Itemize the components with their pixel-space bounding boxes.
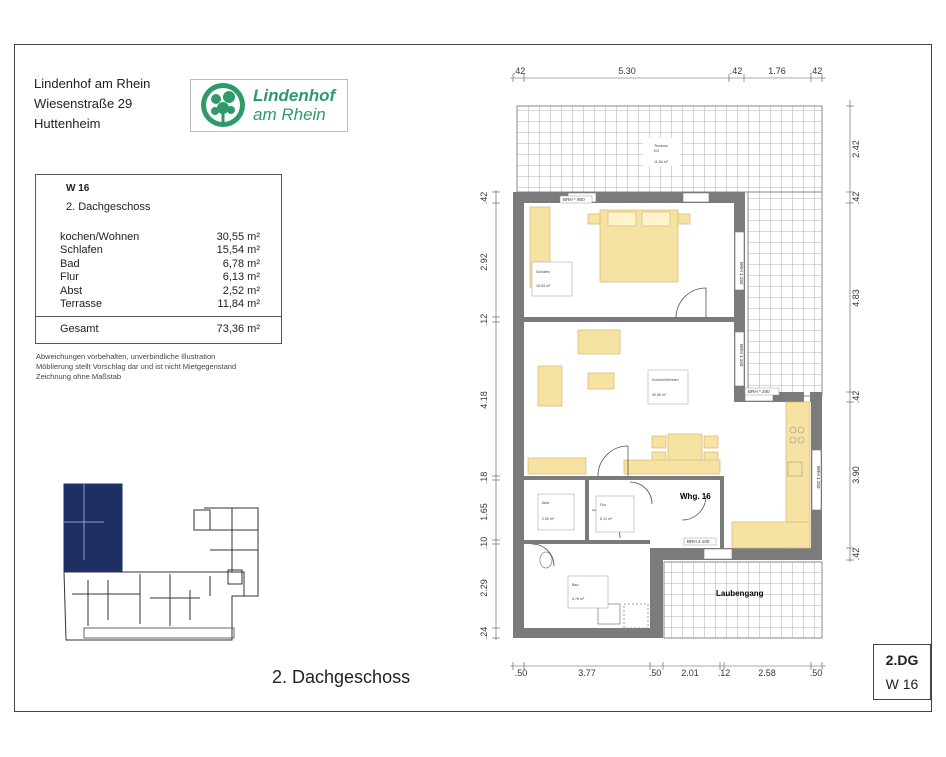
dim-bottom: 2.58 xyxy=(758,668,776,678)
disclaimer-line: Abweichungen vorbehalten, unverbindliche Illustration xyxy=(36,352,216,361)
floor-label: 2. Dachgeschoss xyxy=(272,667,411,687)
logo-line-2: am Rhein xyxy=(253,105,326,124)
brh-label: BRH * 900 xyxy=(563,197,585,202)
room-label-schlafen: Schlafen xyxy=(536,270,550,274)
unit-floor: 2. Dachgeschoss xyxy=(66,201,151,213)
room-label-box xyxy=(532,262,572,296)
room-label-wohnen: Kochen/Wohnen xyxy=(652,378,679,382)
room-label-flur: Flur xyxy=(600,503,607,507)
corner-tag-floor: 2.DG xyxy=(885,652,919,668)
dim-top: .42 xyxy=(809,66,823,76)
corner-tag-unit: W 16 xyxy=(885,676,919,692)
room-label-box xyxy=(568,576,608,608)
room-label-box xyxy=(596,496,634,532)
corridor-label: Laubengang xyxy=(716,589,764,598)
window xyxy=(683,193,709,202)
room-name: Flur xyxy=(60,271,79,284)
dim-right: 4.83 xyxy=(851,289,861,307)
room-label-detail: 6,13 m² xyxy=(600,517,613,521)
room-label-detail: 6,78 m² xyxy=(572,597,585,601)
brh-label: BRH 1.150 xyxy=(739,262,744,285)
unit-id: W 16 xyxy=(66,183,90,194)
total-area: 73,36 m² xyxy=(216,323,260,335)
dim-bottom: .12 xyxy=(717,668,731,678)
dim-left: 2.29 xyxy=(479,579,489,597)
brh-label: BRH 2.100 xyxy=(687,539,710,544)
dim-right: .42 xyxy=(851,547,861,561)
room-area: 6,13 m² xyxy=(222,271,260,284)
dim-bottom: 3.77 xyxy=(578,668,596,678)
dim-top: .42 xyxy=(729,66,743,76)
dim-top: 5.30 xyxy=(618,66,636,76)
dim-right: 2.42 xyxy=(851,140,861,158)
room-area: 6,78 m² xyxy=(222,257,260,270)
room-label-detail: 15,54 m² xyxy=(536,284,551,288)
dim-right: .42 xyxy=(851,191,861,205)
dim-right: 3.90 xyxy=(851,466,861,484)
dim-left: .42 xyxy=(479,191,489,205)
brh-label: BRH * 200 xyxy=(748,389,770,394)
dim-left: 1.65 xyxy=(479,503,489,521)
dim-top: 1.76 xyxy=(768,66,786,76)
dim-left: .24 xyxy=(479,626,489,640)
project-street: Wiesenstraße 29 xyxy=(34,96,133,111)
project-city: Huttenheim xyxy=(34,116,101,131)
dim-left: 4.18 xyxy=(479,391,489,409)
room-area: 11,84 m² xyxy=(217,298,260,311)
room-name: Schlafen xyxy=(60,244,103,257)
corner-tag xyxy=(873,644,931,700)
dim-left: .10 xyxy=(479,536,489,550)
window xyxy=(704,549,732,559)
room-label-terrasse: Terrasse xyxy=(654,144,668,148)
disclaimer-line: Zeichnung ohne Maßstab xyxy=(36,372,122,381)
room-label-bad: Bad xyxy=(572,583,579,587)
room-label-detail: EG xyxy=(654,149,660,153)
unit-label: Whg. 16 xyxy=(680,492,711,501)
room-label-detail: 30,55 m² xyxy=(652,393,667,397)
dim-bottom: 2.01 xyxy=(681,668,699,678)
room-label-detail: 2,52 m² xyxy=(542,517,555,521)
room-area: 2,52 m² xyxy=(222,284,260,297)
brh-label: BRH 1.150 xyxy=(816,466,821,489)
room-name: kochen/Wohnen xyxy=(60,231,140,243)
dim-bottom: .50 xyxy=(809,668,823,678)
corridor-area xyxy=(664,562,822,638)
dim-left: .12 xyxy=(479,313,489,327)
room-label-detail: 11,84 m² xyxy=(654,160,668,164)
dim-bottom: .50 xyxy=(648,668,662,678)
room-name: Abst xyxy=(60,284,83,297)
room-label-box xyxy=(538,494,574,530)
dim-bottom: .50 xyxy=(514,668,528,678)
terrace-area xyxy=(748,192,822,396)
room-name: Terrasse xyxy=(60,298,103,311)
room-label-abst: Abst xyxy=(542,501,550,505)
room-label-box xyxy=(648,370,688,404)
room-area: 15,54 m² xyxy=(216,244,260,257)
room-name: Bad xyxy=(60,257,80,270)
disclaimer-line: Möblierung stellt Vorschlag dar und ist nicht Mietgegenstand xyxy=(36,362,237,371)
logo-line-1: Lindenhof xyxy=(253,86,336,105)
total-label: Gesamt xyxy=(60,323,99,335)
brh-label: BRH 1.150 xyxy=(739,344,744,367)
project-name: Lindenhof am Rhein xyxy=(34,76,151,91)
dim-left: 2.92 xyxy=(479,253,489,271)
dim-top: .42 xyxy=(512,66,526,76)
dim-right: .42 xyxy=(851,390,861,404)
dim-left: .18 xyxy=(479,471,489,485)
room-area: 30,55 m² xyxy=(216,231,260,243)
